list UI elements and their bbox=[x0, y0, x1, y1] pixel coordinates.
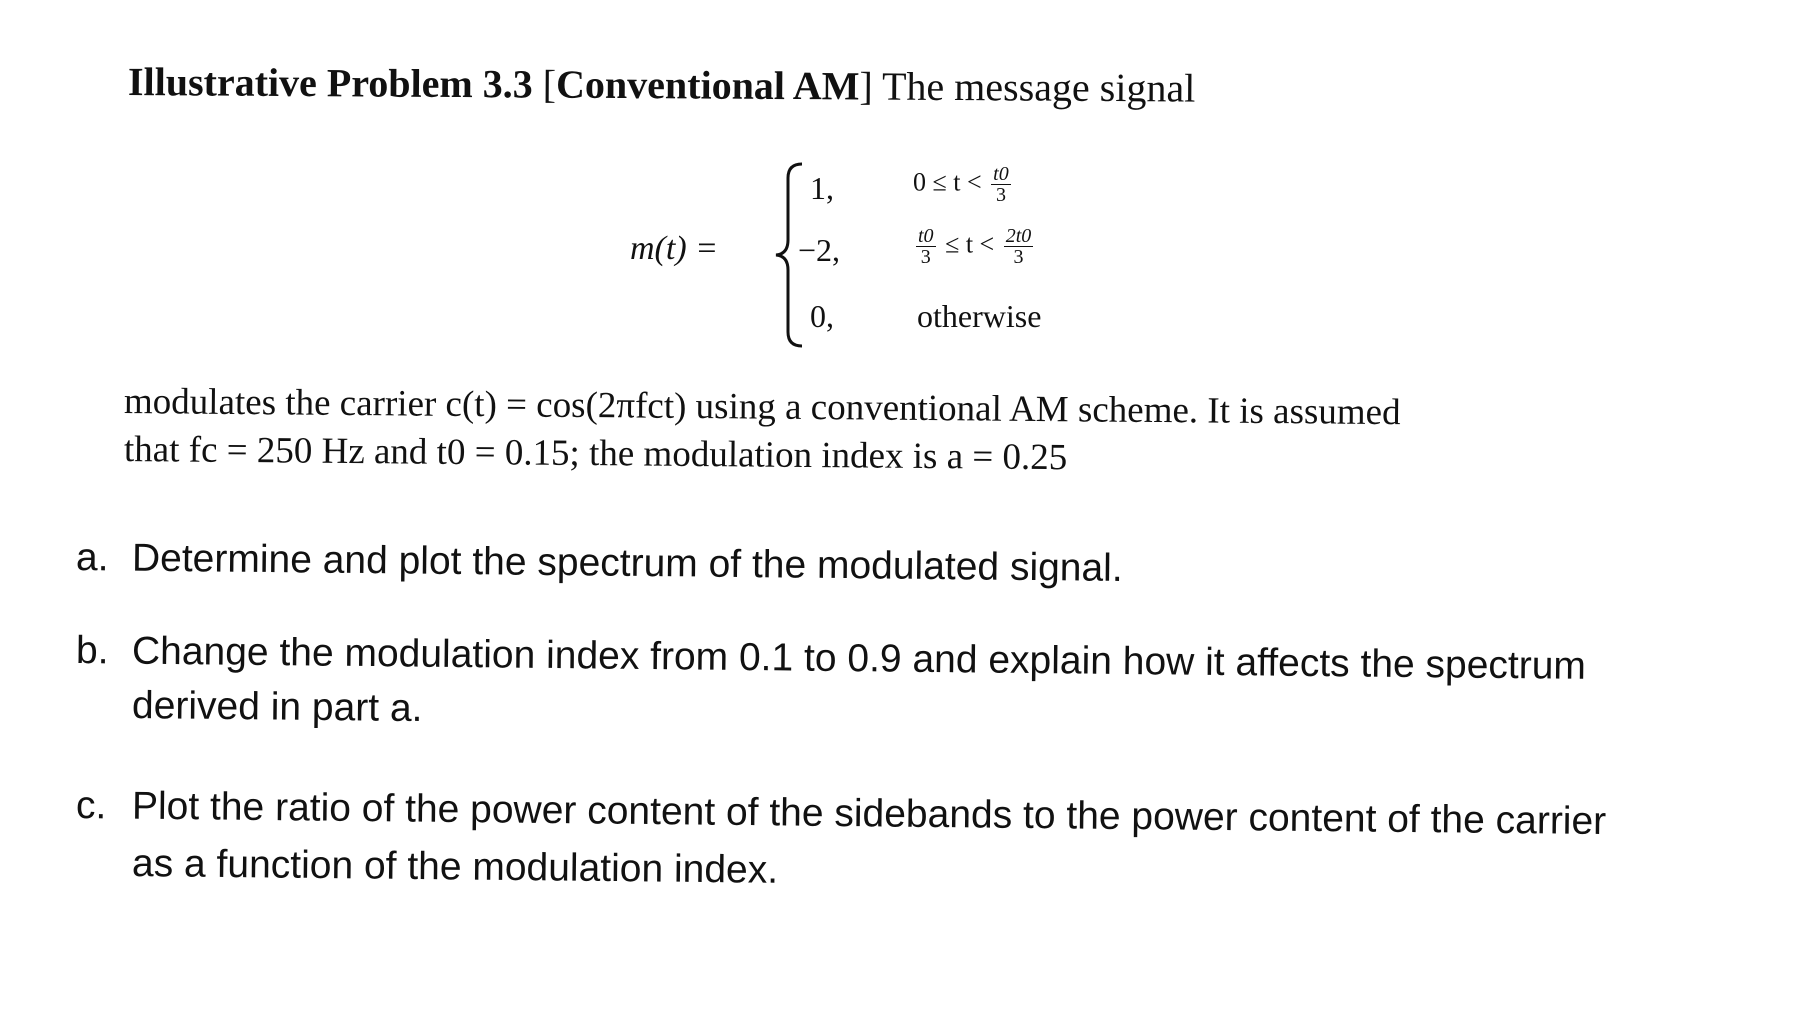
case-1-condition: 0 ≤ t < $\frac{t0}{3}$ bbox=[913, 163, 1009, 206]
list-item-c-continuation: as a function of the modulation index. bbox=[131, 842, 779, 892]
equation-lhs: m(t) = bbox=[630, 230, 719, 267]
list-item-b bbox=[76, 629, 1586, 689]
bracket-open: [ bbox=[542, 61, 557, 107]
item-marker: a. bbox=[75, 536, 109, 580]
item-marker: b. bbox=[75, 629, 109, 673]
heading-text: The message signal bbox=[881, 63, 1196, 111]
list-item-c bbox=[76, 784, 1607, 844]
case-3-value: 0, bbox=[810, 298, 834, 334]
paragraph-line-2: that fc = 250 Hz and t0 = 0.15; the modulation index is a = 0.25 bbox=[123, 429, 1068, 479]
case-1-value: 1, bbox=[810, 170, 834, 206]
bracket-close: ] bbox=[859, 63, 873, 109]
item-text: Determine and plot the spectrum of the modulated signal. bbox=[131, 536, 1123, 590]
item-marker: c. bbox=[75, 784, 107, 828]
list-item-b-continuation: derived in part a. bbox=[131, 684, 423, 731]
piecewise-equation bbox=[630, 160, 1150, 350]
item-text: Change the modulation index from 0.1 to 0.9 and explain how it affects the spectrum bbox=[131, 629, 1587, 688]
problem-heading bbox=[128, 58, 1196, 112]
paragraph-line-1: modulates the carrier c(t) = cos(2πfct) using a conventional AM scheme. It is assumed bbox=[123, 381, 1401, 434]
problem-topic: Conventional AM bbox=[555, 61, 860, 109]
problem-number: Illustrative Problem 3.3 bbox=[127, 59, 533, 107]
item-text: Plot the ratio of the power content of the sidebands to the power content of the carrier bbox=[131, 784, 1607, 844]
case-2-value: −2, bbox=[798, 232, 841, 268]
case-2-condition: $\frac{t0}{3}$ ≤ t < $\frac{2t0}{3}$ bbox=[918, 225, 1032, 268]
list-item-a bbox=[76, 536, 1123, 591]
case-3-condition: otherwise bbox=[917, 298, 1042, 334]
